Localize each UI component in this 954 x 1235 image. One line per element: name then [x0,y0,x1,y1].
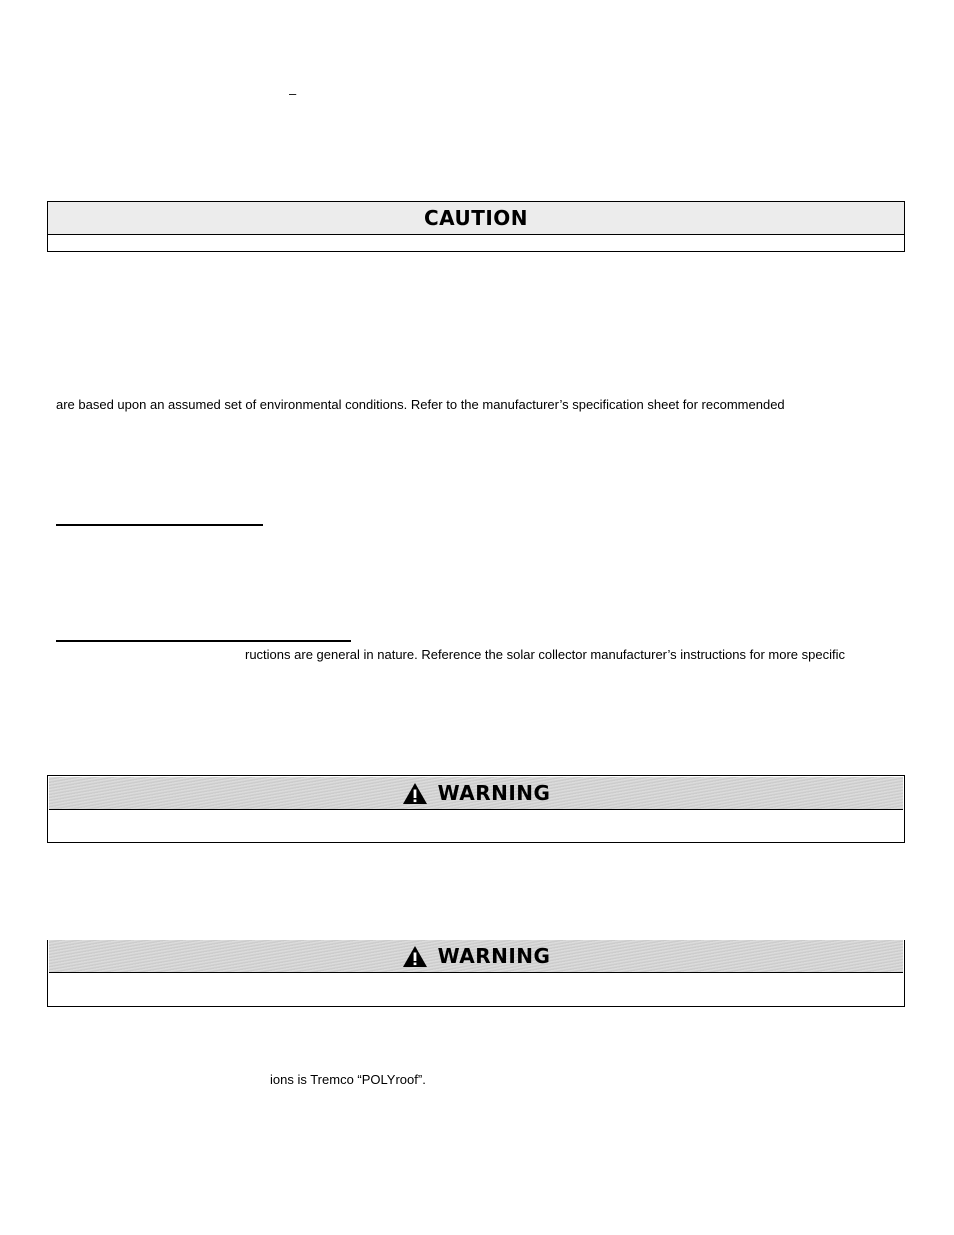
section-heading-underline [56,640,351,642]
warning-header [49,777,903,810]
warning-triangle-icon [402,782,428,805]
text-line-tremco: ions is Tremco “POLYroof”. [270,1072,426,1087]
warning-box [47,940,905,1007]
warning-box [47,775,905,843]
warning-header [49,940,903,973]
caution-body [48,235,904,251]
text-line-assumed-conditions: are based upon an assumed set of environmental conditions. Refer to the manufacturer’s specification sheet for recommended [56,397,785,412]
warning-title: WARNING [437,781,551,805]
warning-title: WARNING [437,944,551,968]
dash-mark: – [289,86,297,101]
text-line-instructions-general: ructions are general in nature. Reference the solar collector manufacturer’s instructions for more specific [245,647,845,662]
caution-title: CAUTION [423,206,529,230]
warning-triangle-icon [402,945,428,968]
caution-box [47,201,905,252]
caution-header [48,202,904,235]
section-heading-underline [56,524,263,526]
warning-body [48,973,904,1005]
warning-body [48,810,904,842]
